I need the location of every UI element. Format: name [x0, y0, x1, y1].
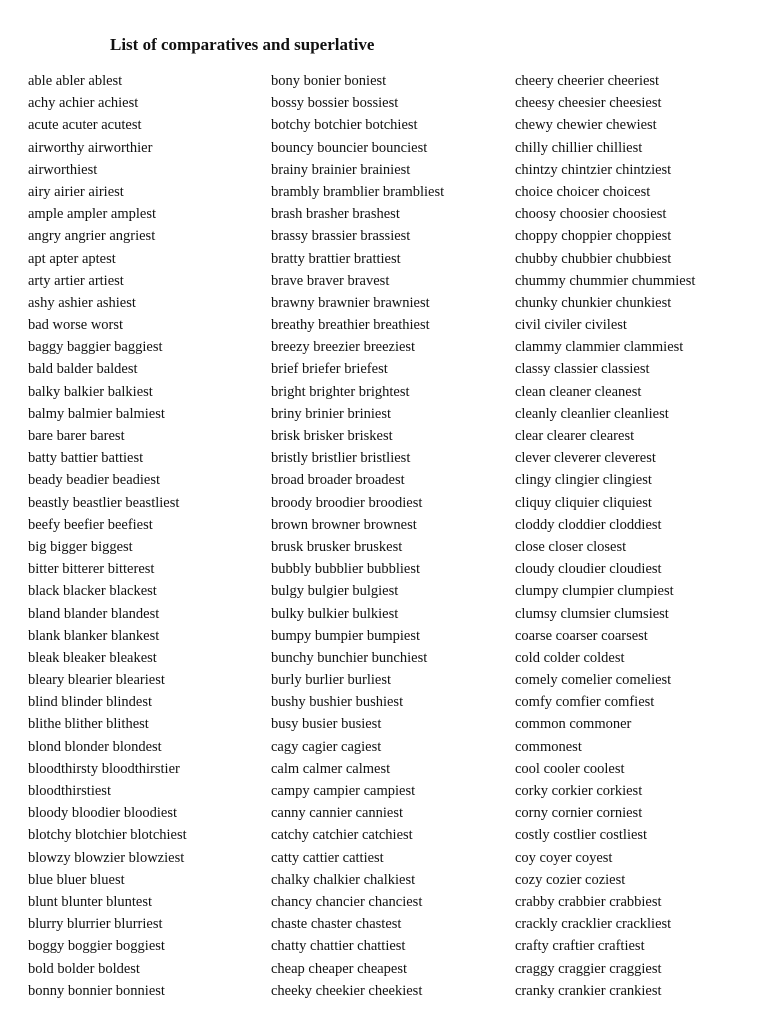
- word-entry: brief briefer briefest: [271, 361, 388, 378]
- word-entry: beastly beastlier beastliest: [28, 494, 180, 511]
- word-entry: costly costlier costliest: [515, 827, 648, 844]
- word-entry: choosy choosier choosiest: [515, 206, 667, 223]
- word-entry: beady beadier beadiest: [28, 472, 161, 489]
- word-entry: catty cattier cattiest: [271, 849, 384, 866]
- word-entry: choice choicer choicest: [515, 183, 651, 200]
- word-entry: bold bolder boldest: [28, 960, 140, 977]
- word-entry: cagy cagier cagiest: [271, 738, 382, 755]
- word-entry: chancy chancier chanciest: [271, 893, 423, 910]
- word-entry: clumpy clumpier clumpiest: [515, 583, 674, 600]
- word-entry: classy classier classiest: [515, 361, 650, 378]
- word-entry: bonny bonnier bonniest: [28, 982, 165, 999]
- word-entry: balky balkier balkiest: [28, 383, 153, 400]
- word-entry: comely comelier comeliest: [515, 672, 672, 689]
- word-entry: airworthy airworthier: [28, 139, 153, 156]
- word-entry: bubbly bubblier bubbliest: [271, 561, 421, 578]
- word-entry: cheesy cheesier cheesiest: [515, 95, 662, 112]
- word-entry: bleary blearier bleariest: [28, 672, 165, 689]
- word-entry: cozy cozier coziest: [515, 871, 626, 888]
- word-column-1: [28, 70, 187, 1002]
- word-entry: brawny brawnier brawniest: [271, 294, 430, 311]
- word-entry: big bigger biggest: [28, 538, 133, 555]
- word-entry: cloddy cloddier cloddiest: [515, 516, 662, 533]
- word-entry: bulgy bulgier bulgiest: [271, 583, 399, 600]
- word-entry: bare barer barest: [28, 428, 125, 444]
- word-entry: bossy bossier bossiest: [271, 95, 399, 112]
- word-entry: batty battier battiest: [28, 450, 144, 467]
- word-entry: craggy craggier craggiest: [515, 960, 662, 977]
- word-entry: beefy beefier beefiest: [28, 516, 153, 533]
- word-entry: bleak bleaker bleakest: [28, 649, 157, 666]
- word-entry: bushy bushier bushiest: [271, 694, 404, 711]
- word-entry: blurry blurrier blurriest: [28, 916, 163, 933]
- word-entry: chubby chubbier chubbiest: [515, 250, 672, 267]
- word-entry: briny brinier briniest: [271, 405, 392, 422]
- word-entry: bland blander blandest: [28, 605, 160, 622]
- word-column-2: [271, 70, 444, 1002]
- word-entry: burly burlier burliest: [271, 672, 392, 689]
- word-entry: busy busier busiest: [271, 716, 382, 733]
- word-entry: blind blinder blindest: [28, 694, 153, 711]
- word-entry: corny cornier corniest: [515, 805, 643, 822]
- word-entry: chilly chillier chilliest: [515, 139, 643, 156]
- word-entry: cleanly cleanlier cleanliest: [515, 405, 669, 422]
- word-entry: bumpy bumpier bumpiest: [271, 627, 421, 644]
- word-entry: blithe blither blithest: [28, 716, 149, 733]
- word-entry: comfy comfier comfiest: [515, 694, 655, 711]
- word-entry: blotchy blotchier blotchiest: [28, 827, 187, 844]
- word-entry: bitter bitterer bitterest: [28, 561, 155, 578]
- word-entry: able abler ablest: [28, 73, 123, 89]
- word-entry: clingy clingier clingiest: [515, 472, 652, 489]
- word-entry: coarse coarser coarsest: [515, 627, 648, 644]
- word-entry: ashy ashier ashiest: [28, 294, 136, 311]
- word-entry: close closer closest: [515, 538, 627, 555]
- word-entry: bloody bloodier bloodiest: [28, 805, 178, 822]
- word-entry: airworthiest: [28, 161, 98, 178]
- word-entry: bony bonier boniest: [271, 73, 387, 89]
- word-entry: blank blanker blankest: [28, 627, 160, 644]
- word-entry: breathy breathier breathiest: [271, 317, 430, 334]
- word-entry: brambly bramblier brambliest: [271, 183, 445, 200]
- word-entry: brash brasher brashest: [271, 206, 400, 223]
- word-entry: clear clearer clearest: [515, 428, 635, 444]
- word-entry: campy campier campiest: [271, 783, 416, 799]
- word-entry: cool cooler coolest: [515, 760, 625, 777]
- word-entry: blunt blunter bluntest: [28, 893, 153, 910]
- word-entry: bulky bulkier bulkiest: [271, 605, 399, 622]
- word-entry: apt apter aptest: [28, 250, 116, 267]
- word-entry: bad worse worst: [28, 317, 124, 334]
- word-entry: bratty brattier brattiest: [271, 250, 401, 267]
- word-entry: chummy chummier chummiest: [515, 272, 696, 289]
- word-entry: crabby crabbier crabbiest: [515, 893, 662, 910]
- word-entry: cloudy cloudier cloudiest: [515, 561, 662, 578]
- word-entry: brave braver bravest: [271, 272, 390, 289]
- word-entry: brown browner brownest: [271, 516, 417, 533]
- word-entry: balmy balmier balmiest: [28, 405, 165, 422]
- word-entry: blue bluer bluest: [28, 871, 125, 888]
- word-entry: brassy brassier brassiest: [271, 228, 411, 245]
- word-entry: catchy catchier catchiest: [271, 827, 413, 844]
- word-entry: broody broodier broodiest: [271, 494, 423, 511]
- word-entry: clean cleaner cleanest: [515, 383, 642, 400]
- word-entry: clammy clammier clammiest: [515, 339, 684, 356]
- word-entry: cliquy cliquier cliquiest: [515, 494, 652, 511]
- word-entry: bright brighter brightest: [271, 383, 410, 400]
- word-entry: cranky crankier crankiest: [515, 982, 662, 999]
- word-entry: ample ampler amplest: [28, 206, 157, 223]
- word-entry: acute acuter acutest: [28, 117, 142, 134]
- word-entry: cold colder coldest: [515, 649, 625, 666]
- word-entry: coy coyer coyest: [515, 849, 613, 866]
- word-entry: chatty chattier chattiest: [271, 938, 406, 955]
- word-entry: crafty craftier craftiest: [515, 938, 645, 955]
- word-entry: brainy brainier brainiest: [271, 161, 411, 178]
- word-entry: cheeky cheekier cheekiest: [271, 982, 423, 999]
- word-entry: breezy breezier breeziest: [271, 339, 416, 356]
- word-entry: baggy baggier baggiest: [28, 339, 163, 356]
- page-title: List of comparatives and superlative: [110, 35, 375, 54]
- word-entry: crackly cracklier crackliest: [515, 916, 672, 933]
- word-entry: brusk brusker bruskest: [271, 538, 403, 555]
- word-entry: canny cannier canniest: [271, 805, 404, 822]
- word-entry: broad broader broadest: [271, 472, 405, 489]
- word-entry: blond blonder blondest: [28, 738, 162, 755]
- word-entry: civil civiler civilest: [515, 317, 627, 334]
- word-entry: chalky chalkier chalkiest: [271, 871, 416, 888]
- word-entry: arty artier artiest: [28, 272, 124, 289]
- word-entry: bristly bristlier bristliest: [271, 450, 411, 467]
- word-entry: brisk brisker briskest: [271, 428, 393, 444]
- word-entry: chunky chunkier chunkiest: [515, 294, 672, 311]
- word-entry: bunchy bunchier bunchiest: [271, 649, 428, 666]
- word-entry: chaste chaster chastest: [271, 916, 402, 933]
- word-entry: botchy botchier botchiest: [271, 117, 418, 134]
- word-entry: black blacker blackest: [28, 583, 157, 600]
- word-entry: choppy choppier choppiest: [515, 228, 672, 245]
- word-entry: airy airier airiest: [28, 183, 124, 200]
- word-entry: blowzy blowzier blowziest: [28, 849, 185, 866]
- word-entry: chewy chewier chewiest: [515, 117, 657, 134]
- word-entry: calm calmer calmest: [271, 760, 391, 777]
- word-entry: bloodthirsty bloodthirstier: [28, 760, 180, 777]
- word-entry: cheap cheaper cheapest: [271, 960, 408, 977]
- word-entry: clumsy clumsier clumsiest: [515, 605, 669, 622]
- word-entry: boggy boggier boggiest: [28, 938, 165, 955]
- word-entry: clever cleverer cleverest: [515, 450, 656, 467]
- word-entry: common commoner: [515, 716, 632, 733]
- word-column-3: [515, 70, 695, 1002]
- word-entry: cheery cheerier cheeriest: [515, 73, 660, 89]
- word-entry: bald balder baldest: [28, 361, 138, 378]
- word-entry: bouncy bouncier bounciest: [271, 139, 428, 156]
- word-entry: bloodthirstiest: [28, 783, 111, 799]
- word-entry: chintzy chintzier chintziest: [515, 161, 672, 178]
- word-entry: angry angrier angriest: [28, 228, 156, 245]
- word-entry: commonest: [515, 738, 582, 755]
- word-entry: achy achier achiest: [28, 95, 139, 112]
- word-entry: corky corkier corkiest: [515, 783, 643, 799]
